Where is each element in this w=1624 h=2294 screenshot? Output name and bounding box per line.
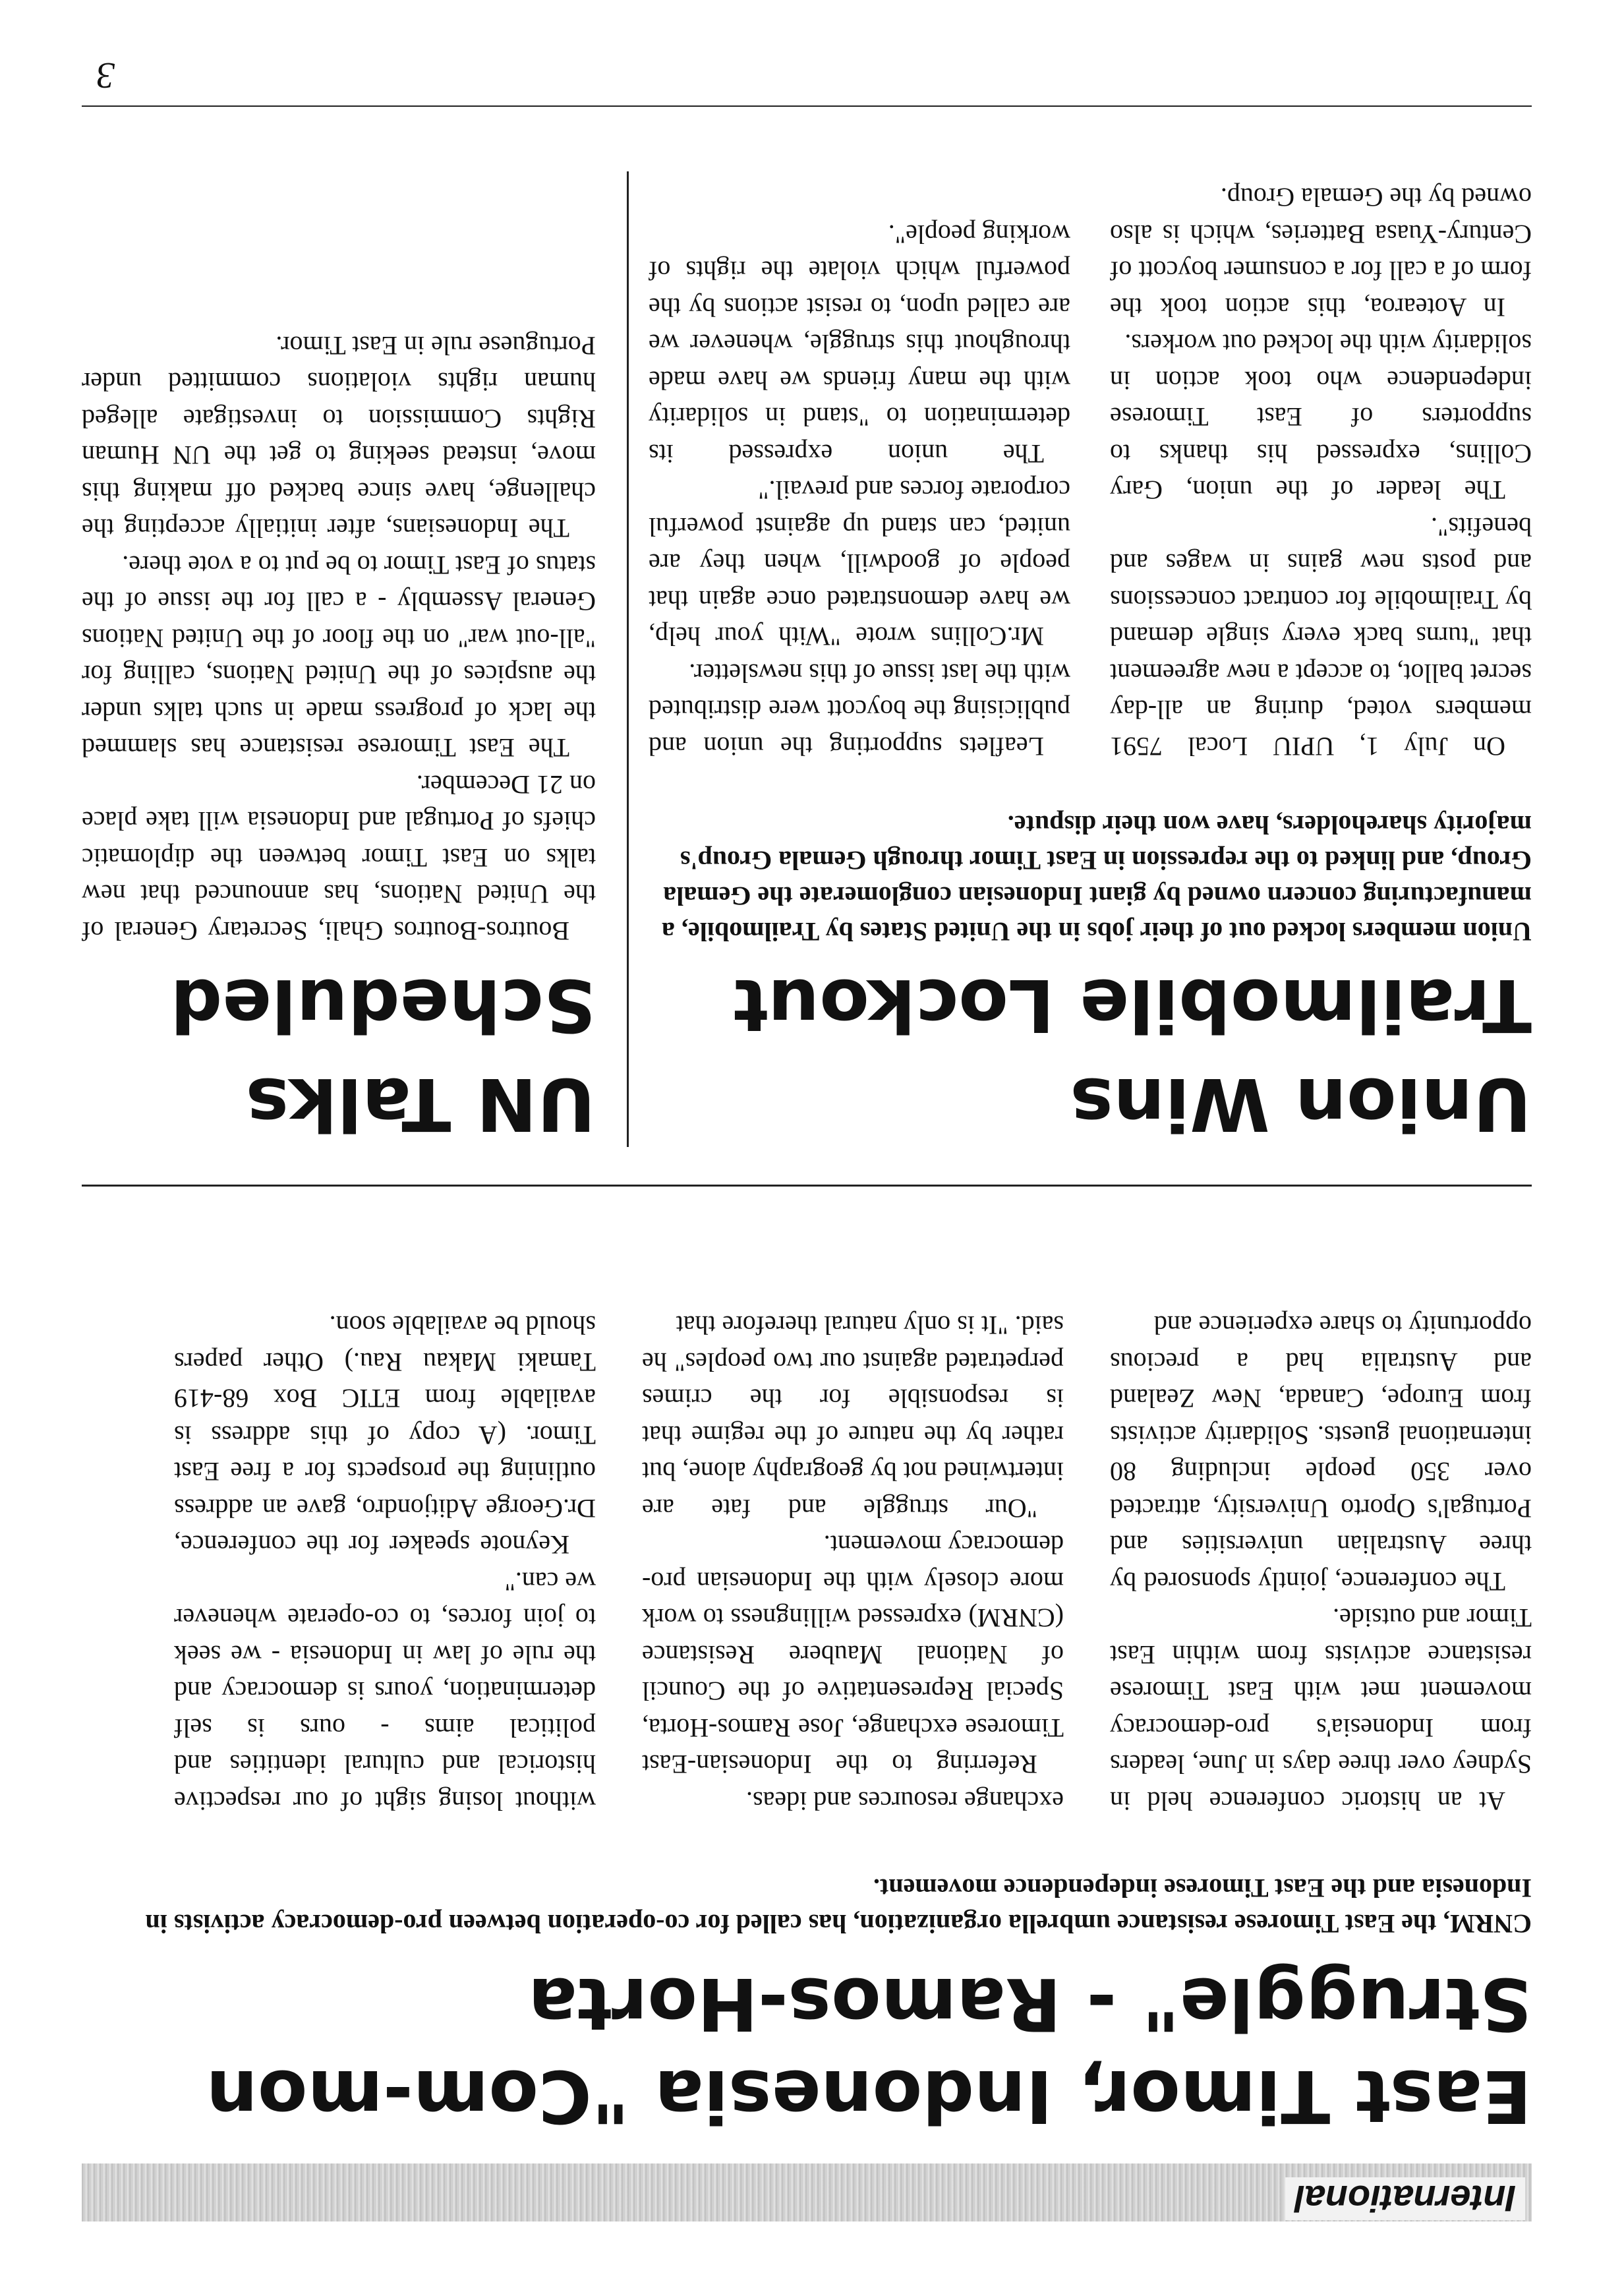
story2-column-2: [649, 216, 1070, 765]
story3-paragraph: The East Timorese resistance has slammed the lack of progress made in such talks under the auspices of the United Nations, calling for "all-out war" on the floor of the United Nations General Assembly - a call for the issue of the status of East Timor to be put to a vote there.: [82, 550, 596, 763]
story2-headline: Union Wins Trailmobile Lockout: [733, 963, 1532, 1146]
story1-column-1: [1110, 1307, 1532, 1819]
story2-paragraph: Mr.Collins wrote "With your help, we have demonstrated once again that people of goodwill, when they are united, can stand up against powerful corporate forces and prevail.": [649, 475, 1070, 652]
story2-paragraph: On July 1, UPIU Local 7591 members voted, during an all-day secret ballot, to accept a new agreement that "turns back every single demand by Trailmobile for contract concessions and posts new gains in wages and benefits".: [1110, 512, 1532, 761]
story2-column-1: [1110, 179, 1532, 765]
column-divider: [627, 171, 629, 1147]
story1-column-3: [174, 1307, 596, 1819]
footer-rule: [82, 105, 1532, 107]
story1-paragraph: At an historic conference held in Sydney over three days in June, leaders from Indonesia's pro-democracy movement met with East Timorese resistance activists from within East Timor and outside.: [1110, 1603, 1532, 1816]
story1-paragraph: "Our struggle and fate are intertwined not by geography alone, but rather by the nature of the regime that is responsible for the crimes perpetrated against our two peoples" he said. "It is only natural therefore that: [642, 1310, 1064, 1523]
story1-headline: East Timor, Indonesia "Com-mon Struggle" - Ramos-Horta: [206, 1962, 1532, 2138]
story2-paragraph: The union expressed its determination to "stand in solidarity with the many friends we have made throughout this struggle, whenever we are called upon, to resist actions by the powerful which violate the rights of working people".: [649, 220, 1070, 469]
story2-paragraph: In Aotearoa, this action took the form of a call for a consumer boycott of Century-Yuasa Batteries, which is also owned by the Gemala Group.: [1110, 183, 1532, 322]
story1-deck: CNRM, the East Timorese resistance umbrella organization, has called for co-operation between pro-democracy activists in Indonesia and the East Timorese independence movement.: [145, 1873, 1532, 1939]
page-number: 3: [96, 55, 115, 96]
story3-paragraph: Boutros-Boutros Ghali, Secretary General of the United Nations, has announced that new talks on East Timor between the diplomatic chiefs of Portugal and Indonesia will take place on 21 December.: [82, 770, 596, 946]
story3-column: [82, 328, 596, 950]
story1-paragraph: Referring to the Indonesian-East Timorese exchange, Jose Ramos-Horta, Special Representative of the Council of National Maubere Resistance (CNRM) expressed willingness to work more closely with the Indonesian pro-democracy movement.: [642, 1530, 1064, 1780]
story1-column-2: [642, 1307, 1064, 1819]
story3-headline: UN Talks Scheduled: [170, 963, 596, 1146]
story2-deck: Union members locked out of their jobs in the United States by Trailmobile, a manufacturing concern owned by giant Indonesian conglomerate the Gemala Group, and linked to the repression in East Timor through Gemala Group's majority shareholders, have won their dispute.: [661, 810, 1532, 947]
story1-paragraph: The conference, jointly sponsored by three Australian universities and Portugal's Oporto University, attracted over 350 people including 80 international guests. Solidarity activists from Europe, Canada, New Zealand and Australia had a precious opportunity to share experience and: [1110, 1310, 1532, 1597]
section-label: International: [1285, 2177, 1525, 2220]
story3-paragraph: The Indonesians, after initially accepting the challenge, have since backed off making this move, instead seeking to get the UN Human Rights Commission to investigate alleged human rights violations committed under Portuguese rule in East Timor.: [82, 331, 596, 544]
story1-paragraph: without losing sight of our respective historical and cultural identities and political aims - ours is self determination, yours is democracy and the rule of law in Indonesia - we seek to join forces, to co-operate whenever we can.": [174, 1567, 596, 1816]
story2-paragraph: The leader of the union, Gary Collins, expressed his thanks to supporters of East Timorese independence who took action in solidarity with the locked out workers.: [1110, 329, 1532, 506]
story1-paragraph: exchange resources and ideas.: [746, 1786, 1064, 1816]
story1-paragraph: Keynote speaker for the conference, Dr.George Aditjondro, gave an address outlining the prospects for a free East Timor. (A copy of this address is available from ETIC Box 68-419 Tamaki Makau Rau.) Other papers should be available soon.: [174, 1310, 596, 1560]
section-divider: [82, 1185, 1532, 1187]
story2-paragraph: Leaflets supporting the union and publicising the boycott were distributed with the last issue of this newsletter.: [649, 659, 1070, 761]
